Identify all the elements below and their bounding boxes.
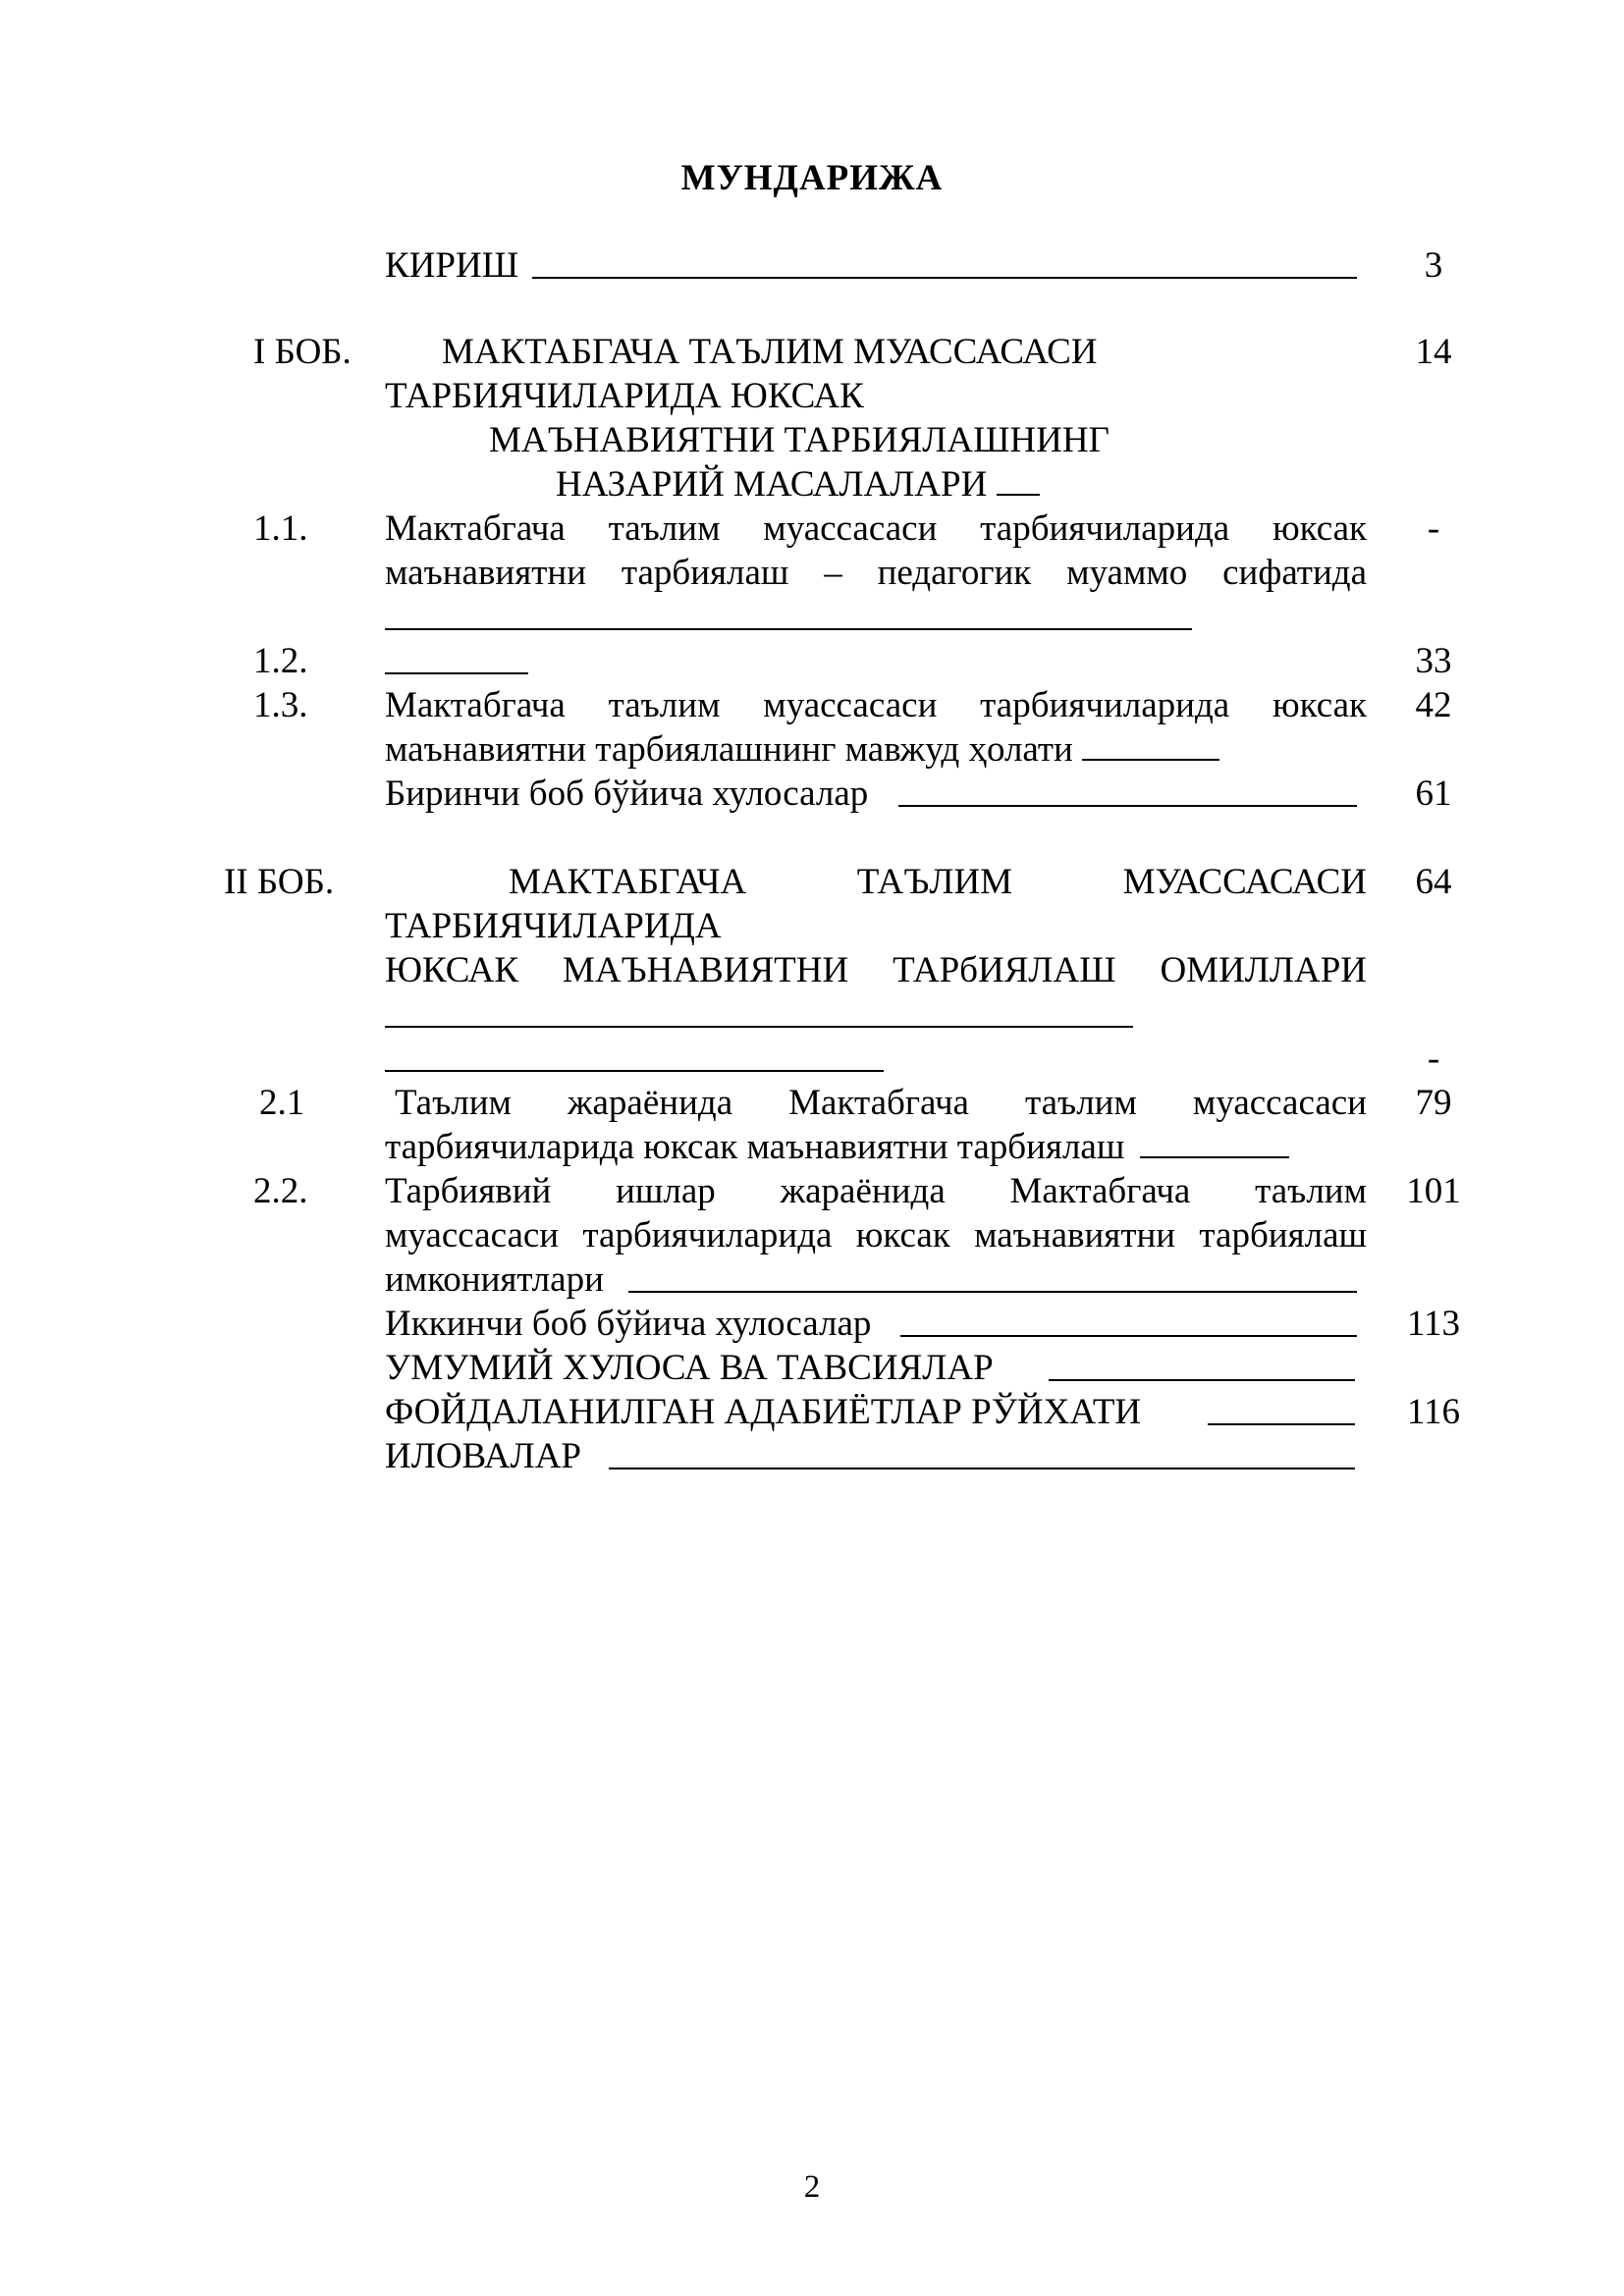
toc-page: 79 <box>1415 1083 1452 1123</box>
toc-page: 64 <box>1415 862 1452 902</box>
page-number: 2 <box>803 2169 821 2205</box>
section-title-line: Таълим жараёнида Мактабгача таълим муассасаси <box>395 1083 1367 1123</box>
section-title-line <box>385 727 1367 772</box>
toc-label: ФОЙДАЛАНИЛГАН АДАБИЁТЛАР РЎЙХАТИ <box>385 1392 1142 1432</box>
toc-page: - <box>1427 1039 1440 1079</box>
section-number: 1.2. <box>253 641 308 681</box>
chapter-title-line: ТАРБИЯЧИЛАРИДА <box>385 906 722 946</box>
leader-line <box>385 628 1192 630</box>
leader-line <box>997 464 1040 496</box>
chapter-title-line: ЮКСАК МАЪНАВИЯТНИ ТАРбИЯЛАШ ОМИЛЛАРИ <box>385 950 1367 990</box>
leader-line <box>1082 729 1219 761</box>
leader-line <box>900 1335 1357 1337</box>
toc-page: 3 <box>1424 245 1443 286</box>
section-title-line: Тарбиявий ишлар жараёнида Мактабгача таълим <box>385 1171 1367 1211</box>
leader-line <box>385 1026 1133 1028</box>
leader-line <box>609 1468 1355 1469</box>
chapter-title-line: МАКТАБГАЧА ТАЪЛИМ МУАССАСАСИ <box>509 862 1367 902</box>
section-title-line <box>385 1257 1367 1302</box>
toc-page: 33 <box>1415 641 1452 681</box>
chapter-title-line: МАЪНАВИЯТНИ ТАРБИЯЛАШНИНГ <box>489 420 1110 460</box>
leader-line <box>898 805 1357 807</box>
section-title-line: муассасаси тарбиячиларида юксак маънавиятни тарбиялаш <box>385 1215 1367 1255</box>
toc-entry-references <box>385 1390 1367 1434</box>
page-title: МУНДАРИЖА <box>680 158 944 198</box>
toc-page: 101 <box>1406 1171 1461 1211</box>
leader-line <box>1140 1127 1289 1158</box>
chapter-number: II БОБ. <box>224 862 335 902</box>
section-number: 1.1. <box>253 508 308 549</box>
leader-line <box>1208 1423 1355 1425</box>
toc-page: 42 <box>1415 685 1452 725</box>
section-title-text: маънавиятни тарбиялашнинг мавжуд ҳолати <box>385 729 1073 770</box>
toc-page: 14 <box>1415 332 1452 372</box>
toc-label: Иккинчи боб бўйича хулосалар <box>385 1304 872 1344</box>
section-title-text: имкониятлари <box>385 1259 604 1300</box>
section-title-line: Мактабгача таълим муассасаси тарбиячиларида юксак <box>385 508 1367 549</box>
section-title-text: тарбиячиларида юксак маънавиятни тарбиялаш <box>385 1127 1125 1167</box>
toc-page: 113 <box>1406 1304 1461 1344</box>
toc-label: ИЛОВАЛАР <box>385 1436 581 1476</box>
chapter-title-line: ТАРБИЯЧИЛАРИДА ЮКСАК <box>385 376 864 416</box>
toc-entry-conclusion-2 <box>385 1302 1367 1346</box>
toc-page: - <box>1427 508 1440 549</box>
leader-line <box>385 672 528 674</box>
leader-line <box>532 277 1357 279</box>
chapter-title-line <box>556 462 1439 507</box>
toc-page: 116 <box>1406 1392 1461 1432</box>
toc-entry-intro <box>385 243 1367 288</box>
leader-line <box>1049 1379 1355 1381</box>
section-number: 2.2. <box>253 1171 308 1211</box>
chapter-number: I БОБ. <box>253 332 352 372</box>
toc-label: КИРИШ <box>385 245 519 286</box>
section-number: 2.1 <box>259 1083 305 1123</box>
section-title-line <box>385 1125 1367 1169</box>
toc-page: 61 <box>1415 774 1452 814</box>
toc-label: Биринчи боб бўйича хулосалар <box>385 774 869 814</box>
toc-entry-conclusion-1 <box>385 772 1367 816</box>
leader-line <box>628 1291 1357 1293</box>
chapter-title-text: НАЗАРИЙ МАСАЛАЛАРИ <box>556 464 988 505</box>
section-title-line: маънавиятни тарбиялаш – педагогик муаммо сифатида <box>385 553 1367 593</box>
section-title-line: Мактабгача таълим муассасаси тарбиячиларида юксак <box>385 685 1367 725</box>
toc-label: УМУМИЙ ХУЛОСА ВА ТАВСИЯЛАР <box>385 1348 994 1388</box>
leader-line <box>385 1070 884 1072</box>
toc-entry-general-conclusions <box>385 1346 1367 1390</box>
chapter-title-line: МАКТАБГАЧА ТАЪЛИМ МУАССАСАСИ <box>442 332 1098 372</box>
toc-entry-appendix <box>385 1434 1367 1478</box>
section-number: 1.3. <box>253 685 308 725</box>
